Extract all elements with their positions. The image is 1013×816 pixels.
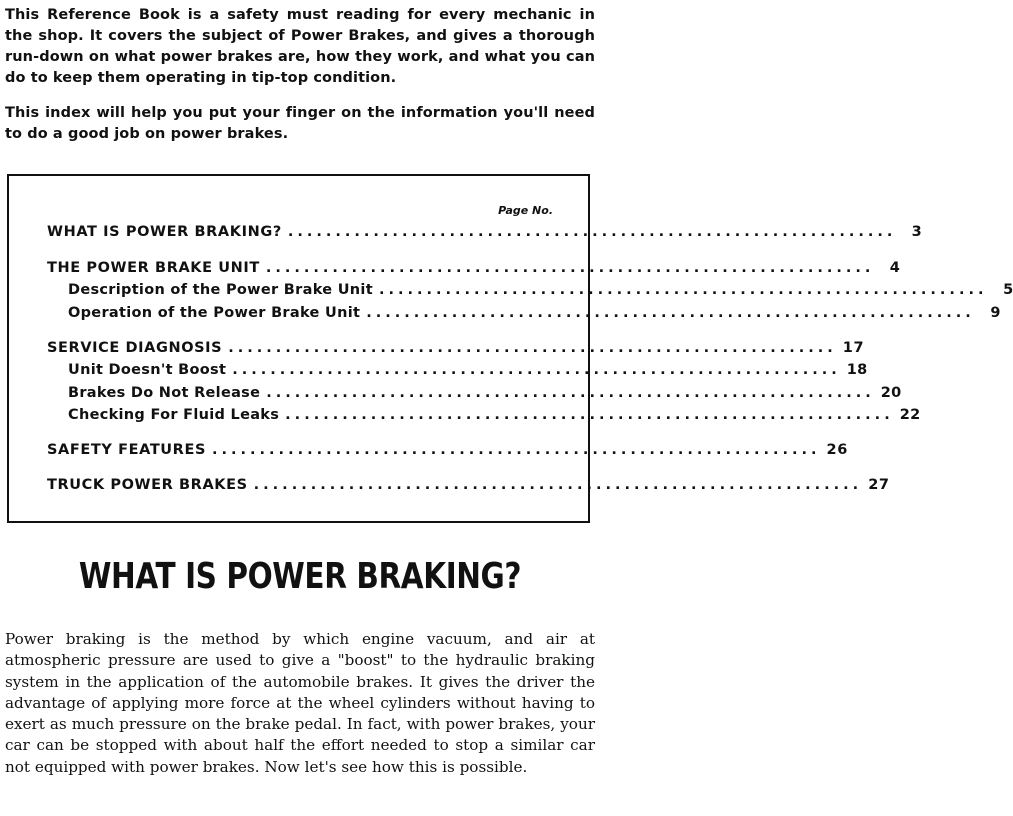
dot-leader: ................................................................ xyxy=(265,260,875,276)
dot-leader: ................................................................ xyxy=(266,385,875,401)
index-entry-label: Unit Doesn't Boost xyxy=(68,362,227,378)
index-entry-brakes-do-not-release[interactable] xyxy=(68,385,902,407)
index-entry-label: Brakes Do Not Release xyxy=(68,385,261,401)
index-entry-page: 3 xyxy=(911,224,923,240)
index-entry-page: 20 xyxy=(880,385,902,401)
dot-leader: ................................................................ xyxy=(253,477,863,493)
index-entry-page: 5 xyxy=(1003,282,1013,298)
dot-leader: ................................................................ xyxy=(378,282,988,298)
index-entry-page: 9 xyxy=(990,305,1001,321)
dot-leader: ................................................................ xyxy=(228,340,837,356)
index-intro-paragraph: This index will help you put your finger on the information you'll need to do a good job on power brakes. xyxy=(5,105,595,142)
index-entry-label: Operation of the Power Brake Unit xyxy=(68,305,361,321)
section-heading: WHAT IS POWER BRAKING? xyxy=(78,556,522,597)
index-entry-page: 17 xyxy=(842,340,865,356)
dot-leader: ................................................................ xyxy=(287,224,897,240)
index-entry-label: WHAT IS POWER BRAKING? xyxy=(47,224,282,240)
section-body-paragraph: Power braking is the method by which engine vacuum, and air at atmospheric pressure are used to give a "boost" to the hydraulic braking system in the application of the automobile brakes. It gives the driver the advantage of applying more force at the wheel cylinders without having to exert as much pressure on the brake pedal. In fact, with power brakes, your car can be stopped with about half the effort needed to stop a similar car not equipped with power brakes. Now let's see how this is possible. xyxy=(5,630,595,776)
index-entry-label: Description of the Power Brake Unit xyxy=(68,282,373,298)
dot-leader: ................................................................ xyxy=(285,407,894,423)
index-entry-page: 22 xyxy=(899,407,921,423)
index-box xyxy=(7,174,1013,523)
index-entry-unit-doesnt-boost[interactable] xyxy=(68,362,868,384)
index-entry-label: Checking For Fluid Leaks xyxy=(68,407,280,423)
index-entry-label: TRUCK POWER BRAKES xyxy=(47,477,248,493)
index-entry-description[interactable] xyxy=(68,282,1013,304)
page-number-header: Page No. xyxy=(498,204,553,217)
index-entry-page: 18 xyxy=(846,362,868,378)
index-entry-fluid-leaks[interactable] xyxy=(68,407,921,429)
dot-leader: ................................................................ xyxy=(232,362,841,378)
index-entry-page: 26 xyxy=(826,442,848,458)
index-entry-label: THE POWER BRAKE UNIT xyxy=(47,260,260,276)
index-entry-page: 27 xyxy=(868,477,890,493)
index-entry-service-diagnosis[interactable] xyxy=(47,340,865,362)
index-entry-truck-power-brakes[interactable] xyxy=(47,477,890,499)
dot-leader: ................................................................ xyxy=(366,305,975,321)
index-entry-operation[interactable] xyxy=(68,305,1001,327)
index-entry-label: SAFETY FEATURES xyxy=(47,442,206,458)
index-entry-label: SERVICE DIAGNOSIS xyxy=(47,340,223,356)
index-entry-page: 4 xyxy=(889,260,901,276)
index-entry-power-brake-unit[interactable] xyxy=(47,260,901,282)
index-entry-safety-features[interactable] xyxy=(47,442,848,464)
index-entry-what-is-power-braking[interactable] xyxy=(47,224,923,246)
intro-paragraph: This Reference Book is a safety must reading for every mechanic in the shop. It covers the subject of Power Brakes, and gives a thorough run-down on what power brakes are, how they work, and what you can do to keep them operating in tip-top condition. xyxy=(5,7,595,86)
dot-leader: ................................................................ xyxy=(212,442,821,458)
